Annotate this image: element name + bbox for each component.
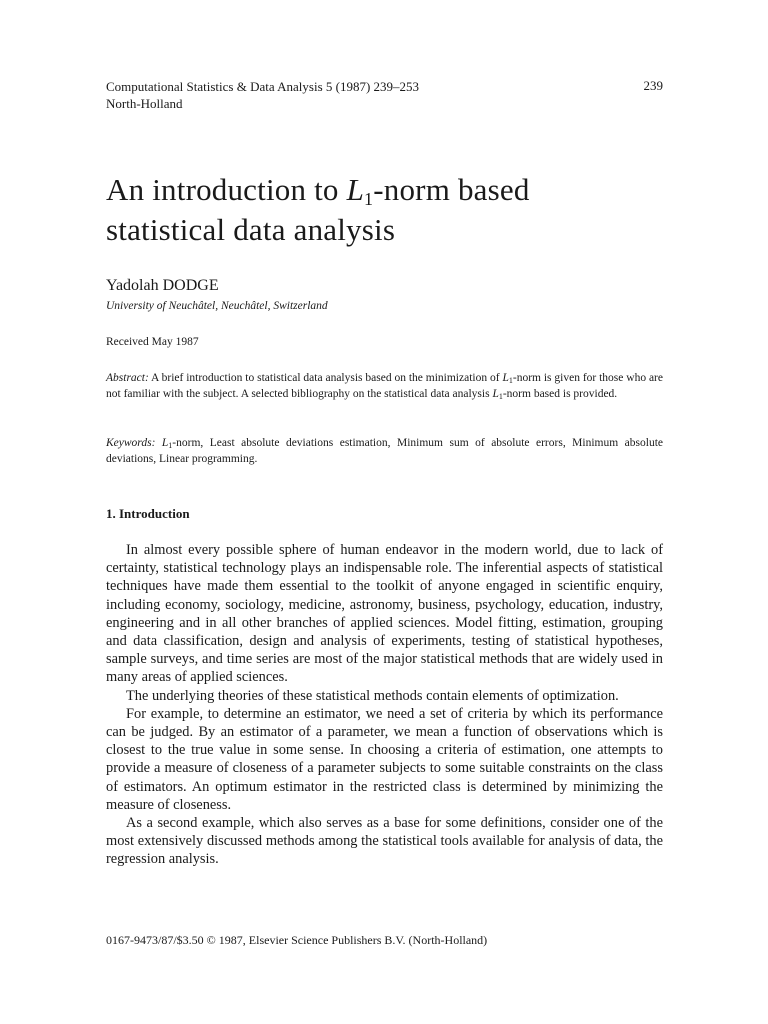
title-text-start: An introduction to	[106, 172, 347, 207]
paragraph: As a second example, which also serves as a base for some definitions, consider one of the most extensively discussed methods among the statistical tools available for analysis of data, the regression analysis.	[106, 815, 663, 868]
journal-header	[106, 78, 419, 112]
abstract-text-c: -norm based is provided.	[502, 387, 618, 400]
author-affiliation: University of Neuchâtel, Neuchâtel, Switzerland	[106, 300, 328, 312]
paragraph: In almost every possible sphere of human endeavor in the modern world, due to lack of certainty, statistical technology plays an indispensable role. The inferential aspects of statistical techniques have made them essential to the toolkit of anyone engaged in scientific enquiry, including economy, sociology, medicine, astronomy, business, psychology, education, industry, engineering and in all other branches of applied sciences. Model fitting, estimation, grouping and data classification, design and analysis of experiments, testing of statistical hypotheses, sample surveys, and time series are most of the major statistical methods that are widely used in many areas of applied sciences.	[106, 542, 663, 686]
math-symbol: L	[492, 387, 499, 400]
math-symbol: L	[161, 437, 169, 449]
paper-title	[106, 170, 686, 250]
title-math-subscript: 1	[364, 189, 374, 209]
keywords	[106, 436, 663, 467]
paragraph: For example, to determine an estimator, we need a set of criteria by which its performance can be judged. By an estimator of a parameter, we mean a function of observations which is closest to the true value in some sense. In choosing a criteria of estimation, one attempts to provide a measure of closeness of a parameter subjects to some suitable constraints on the class of estimators. An optimum estimator in the restricted class is determined by minimizing the measure of closeness.	[106, 705, 663, 813]
abstract	[106, 371, 663, 402]
title-line-1	[106, 170, 686, 210]
abstract-math-2	[492, 388, 502, 400]
math-symbol: L	[502, 372, 509, 384]
keywords-label: Keywords:	[106, 437, 156, 449]
copyright-footer: 0167-9473/87/$3.50 © 1987, Elsevier Science Publishers B.V. (North-Holland)	[106, 933, 488, 947]
abstract-math-1	[502, 372, 512, 384]
abstract-label: Abstract:	[106, 372, 149, 384]
abstract-text-a: A brief introduction to statistical data analysis based on the minimization of	[148, 372, 503, 384]
title-text-end: -norm based	[373, 172, 530, 207]
math-subscript: 1	[168, 441, 173, 450]
title-math	[347, 172, 374, 207]
body-text	[106, 541, 663, 869]
keywords-math	[162, 437, 172, 449]
math-subscript: 1	[508, 376, 513, 385]
abstract-text-b: -norm is given for those who are not familiar with the subject. A selected bibliography on the statistical data analysis	[106, 372, 663, 400]
page-number: 239	[643, 78, 663, 93]
title-math-symbol: L	[346, 172, 365, 207]
publisher-name: North-Holland	[106, 96, 183, 111]
math-subscript: 1	[498, 391, 503, 401]
author-name: Yadolah DODGE	[106, 277, 219, 294]
section-heading: 1. Introduction	[106, 506, 190, 521]
journal-citation: Computational Statistics & Data Analysis 5 (1987) 239–253	[106, 79, 420, 94]
keywords-text: -norm, Least absolute deviations estimation, Minimum sum of absolute errors, Minimum absolute deviations, Linear programming.	[106, 437, 663, 465]
received-date: Received May 1987	[106, 336, 199, 348]
title-line-2: statistical data analysis	[106, 212, 396, 247]
paragraph: The underlying theories of these statistical methods contain elements of optimization.	[126, 687, 619, 704]
